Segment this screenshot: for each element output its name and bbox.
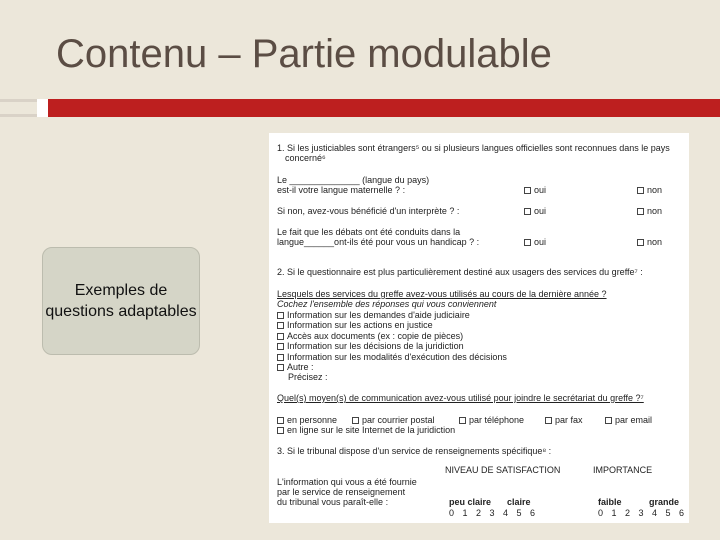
- q3-imp-high: grande: [649, 497, 680, 507]
- q2-heading: 2. Si le questionnaire est plus particulièrement destiné aux usagers des services du greffe⁷ :: [277, 267, 643, 277]
- q1-conduct-oui: oui: [524, 237, 546, 247]
- checkbox[interactable]: [277, 333, 284, 340]
- q2-item: Accès aux documents (ex : copie de pièces): [277, 331, 463, 341]
- q3-sat-high: claire: [507, 497, 531, 507]
- q3-sat-low: peu claire: [449, 497, 492, 507]
- q1-conduct-question-1: Le fait que les débats ont été conduits dans la: [277, 227, 461, 237]
- q3-importance-header: IMPORTANCE: [593, 465, 653, 475]
- checkbox[interactable]: [524, 187, 531, 194]
- q1-lang-line: Le ______________ (langue du pays): [277, 175, 430, 185]
- checkbox[interactable]: [524, 239, 531, 246]
- q3-importance-scale: 0 1 2 3 4 5 6: [598, 508, 688, 518]
- q2-item: Information sur les décisions de la juridiction: [277, 341, 464, 351]
- q3-satisfaction-header: NIVEAU DE SATISFACTION: [445, 465, 561, 475]
- q3-heading: 3. Si le tribunal dispose d'un service de renseignements spécifique⁸ :: [277, 446, 552, 456]
- checkbox[interactable]: [545, 417, 552, 424]
- q2-item: Information sur les demandes d'aide judiciaire: [277, 310, 470, 320]
- q3-imp-low: faible: [598, 497, 622, 507]
- q2-means-in-person: en personne: [277, 415, 337, 425]
- checkbox[interactable]: [637, 239, 644, 246]
- q1-line2: concerné⁶: [285, 153, 326, 163]
- q3-question-3: du tribunal vous paraît-elle :: [277, 497, 389, 507]
- q1-conduct-question-2: langue______ont-ils été pour vous un handicap ? :: [277, 237, 480, 247]
- q2-means-question: Quel(s) moyen(s) de communication avez-vous utilisé pour joindre le secrétariat du greffe ?⁷: [277, 393, 644, 403]
- q1-native-question: est-il votre langue maternelle ? :: [277, 185, 406, 195]
- title-rule-red: [48, 99, 720, 117]
- title-rule-gap: [37, 99, 48, 117]
- checkbox[interactable]: [277, 354, 284, 361]
- checkbox[interactable]: [524, 208, 531, 215]
- q1-native-oui: oui: [524, 185, 546, 195]
- title-rule-left: [0, 99, 37, 117]
- q3-satisfaction-scale: 0 1 2 3 4 5 6: [449, 508, 539, 518]
- q2-item: Autre :: [277, 362, 314, 372]
- q2-means-email: par email: [605, 415, 652, 425]
- checkbox[interactable]: [637, 208, 644, 215]
- checkbox[interactable]: [277, 312, 284, 319]
- q2-means-phone: par téléphone: [459, 415, 524, 425]
- q3-question-2: par le service de renseignement: [277, 487, 406, 497]
- q2-item: Information sur les actions en justice: [277, 320, 433, 330]
- callout-box: [42, 247, 200, 355]
- checkbox[interactable]: [277, 343, 284, 350]
- q1-interpreter-oui: oui: [524, 206, 546, 216]
- q1-interpreter-question: Si non, avez-vous bénéficié d'un interprète ? :: [277, 206, 460, 216]
- q2-instruction: Cochez l'ensemble des réponses qui vous conviennent: [277, 299, 497, 309]
- checkbox[interactable]: [637, 187, 644, 194]
- checkbox[interactable]: [277, 364, 284, 371]
- q3-question-1: L'information qui vous a été fournie: [277, 477, 417, 487]
- checkbox[interactable]: [352, 417, 359, 424]
- q2-means-mail: par courrier postal: [352, 415, 435, 425]
- q2-subquestion: Lesquels des services du greffe avez-vous utilisés au cours de la dernière année ?: [277, 289, 607, 299]
- q1-interpreter-non: non: [637, 206, 662, 216]
- slide-title: Contenu – Partie modulable: [56, 32, 552, 76]
- checkbox[interactable]: [277, 427, 284, 434]
- questionnaire-document: [269, 133, 689, 523]
- q2-means-online: en ligne sur le site Internet de la juridiction: [277, 425, 455, 435]
- q2-specify: Précisez :: [288, 372, 328, 382]
- checkbox[interactable]: [277, 322, 284, 329]
- checkbox[interactable]: [605, 417, 612, 424]
- q1-line1: 1. Si les justiciables sont étrangers⁵ ou si plusieurs langues officielles sont reconnues dans le pays: [277, 143, 670, 153]
- callout-text: Exemples de questions adaptables: [45, 282, 197, 320]
- q1-native-non: non: [637, 185, 662, 195]
- checkbox[interactable]: [459, 417, 466, 424]
- q2-means-fax: par fax: [545, 415, 583, 425]
- q2-item: Information sur les modalités d'exécution des décisions: [277, 352, 507, 362]
- checkbox[interactable]: [277, 417, 284, 424]
- q1-conduct-non: non: [637, 237, 662, 247]
